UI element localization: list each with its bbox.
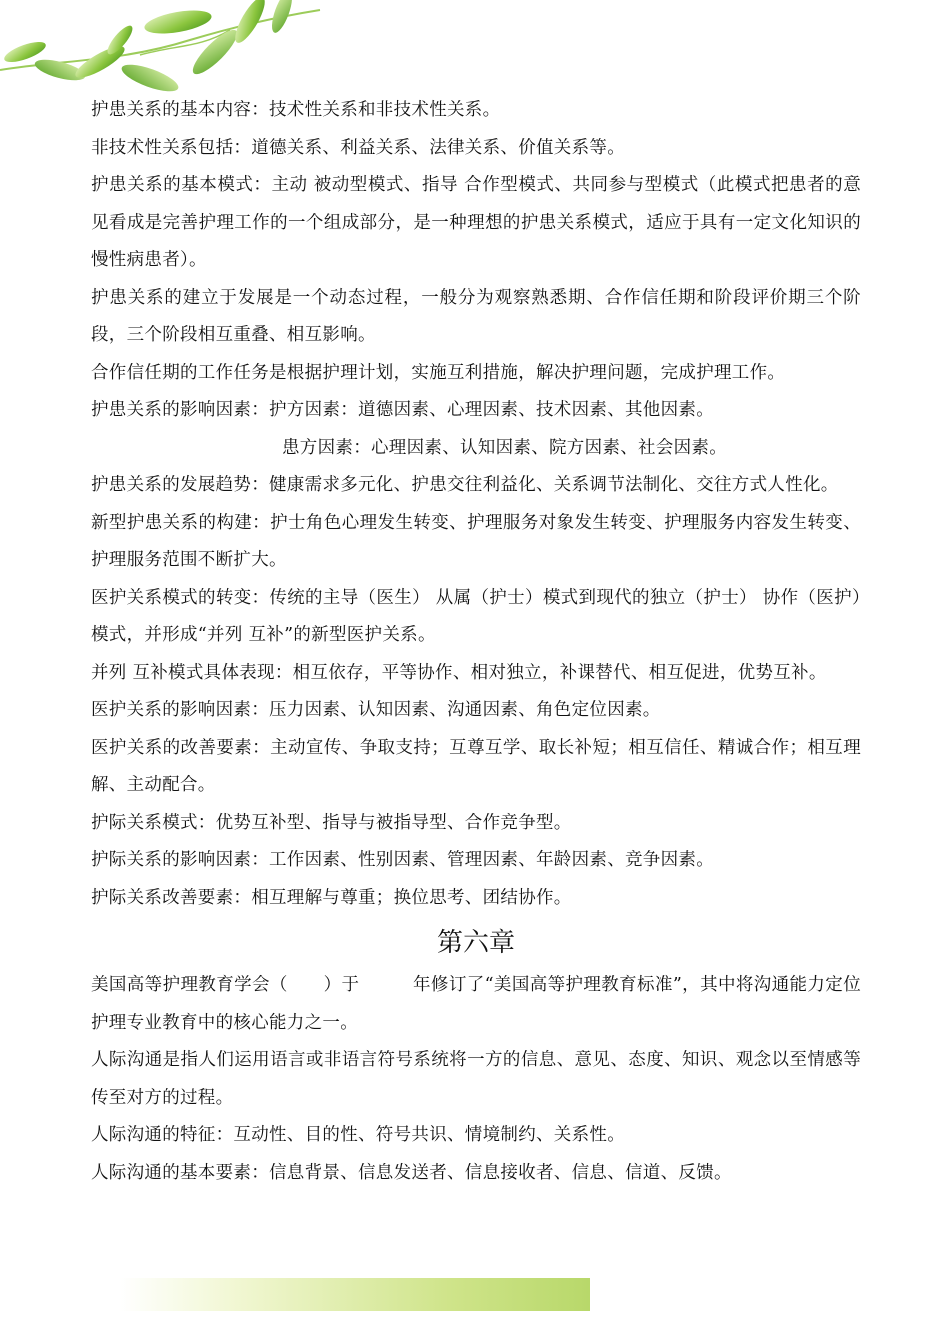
paragraph: 合作信任期的工作任务是根据护理计划，实施互利措施，解决护理问题，完成护理工作。 <box>91 362 786 383</box>
indented-paragraph: 患方因素：心理因素、认知因素、院方因素、社会因素。 <box>282 437 727 458</box>
paragraph: 护患关系的基本内容：技术性关系和非技术性关系。 <box>91 100 501 120</box>
paragraph: 人际沟通是指人们运用语言或非语言符号系统将一方的信息、意见、态度、知识、观念以至情感等传至对方的过程。 <box>91 1050 861 1108</box>
paragraph: 护际关系改善要素：相互理解与尊重；换位思考、团结协作。 <box>91 887 572 908</box>
paragraph: 护患关系的影响因素：护方因素：道德因素、心理因素、技术因素、其他因素。 <box>91 400 714 420</box>
paragraph: 护患关系的建立于发展是一个动态过程，一般分为观察熟悉期、合作信任期和阶段评价期三个阶段，三个阶段相互重叠、相互影响。 <box>91 287 861 345</box>
paragraph: 新型护患关系的构建：护士角色心理发生转变、护理服务对象发生转变、护理服务内容发生转变、护理服务范围不断扩大。 <box>91 512 861 570</box>
paragraph: 护患关系的发展趋势：健康需求多元化、护患交往利益化、关系调节法制化、交往方式人性化。 <box>91 475 839 495</box>
paragraph: 人际沟通的基本要素：信息背景、信息发送者、信息接收者、信息、信道、反馈。 <box>91 1162 732 1183</box>
paragraph: 并列 互补模式具体表现：相互依存，平等协作、相对独立，补课替代、相互促进，优势互补。 <box>91 662 827 683</box>
paragraph: 护患关系的基本模式：主动 被动型模式、指导 合作型模式、共同参与型模式（此模式把患者的意见看成是完善护理工作的一个组成部分，是一种理想的护患关系模式，适应于具有一定文化知识的慢性病患者）。 <box>91 175 861 270</box>
paragraph: 美国高等护理教育学会（ ）于 年修订了“美国高等护理教育标准”，其中将沟通能力定位护理专业教育中的核心能力之一。 <box>91 975 861 1033</box>
paragraph: 医护关系的改善要素：主动宣传、争取支持；互尊互学、取长补短；相互信任、精诚合作；相互理解、主动配合。 <box>91 737 861 795</box>
paragraph: 医护关系的影响因素：压力因素、认知因素、沟通因素、角色定位因素。 <box>91 700 661 720</box>
document-body <box>91 92 861 1192</box>
paragraph: 护际关系的影响因素：工作因素、性别因素、管理因素、年龄因素、竞争因素。 <box>91 850 714 870</box>
chapter-title: 第六章 <box>436 928 515 958</box>
paragraph: 护际关系模式：优势互补型、指导与被指导型、合作竞争型。 <box>91 812 572 833</box>
footer-decorative-bar <box>120 1278 590 1311</box>
paragraph: 非技术性关系包括：道德关系、利益关系、法律关系、价值关系等。 <box>91 137 625 158</box>
paragraph: 医护关系模式的转变：传统的主导（医生） 从属（护士）模式到现代的独立（护士） 协作（医护）模式，并形成“并列 互补”的新型医护关系。 <box>91 587 861 645</box>
paragraph: 人际沟通的特征：互动性、目的性、符号共识、情境制约、关系性。 <box>91 1125 625 1145</box>
